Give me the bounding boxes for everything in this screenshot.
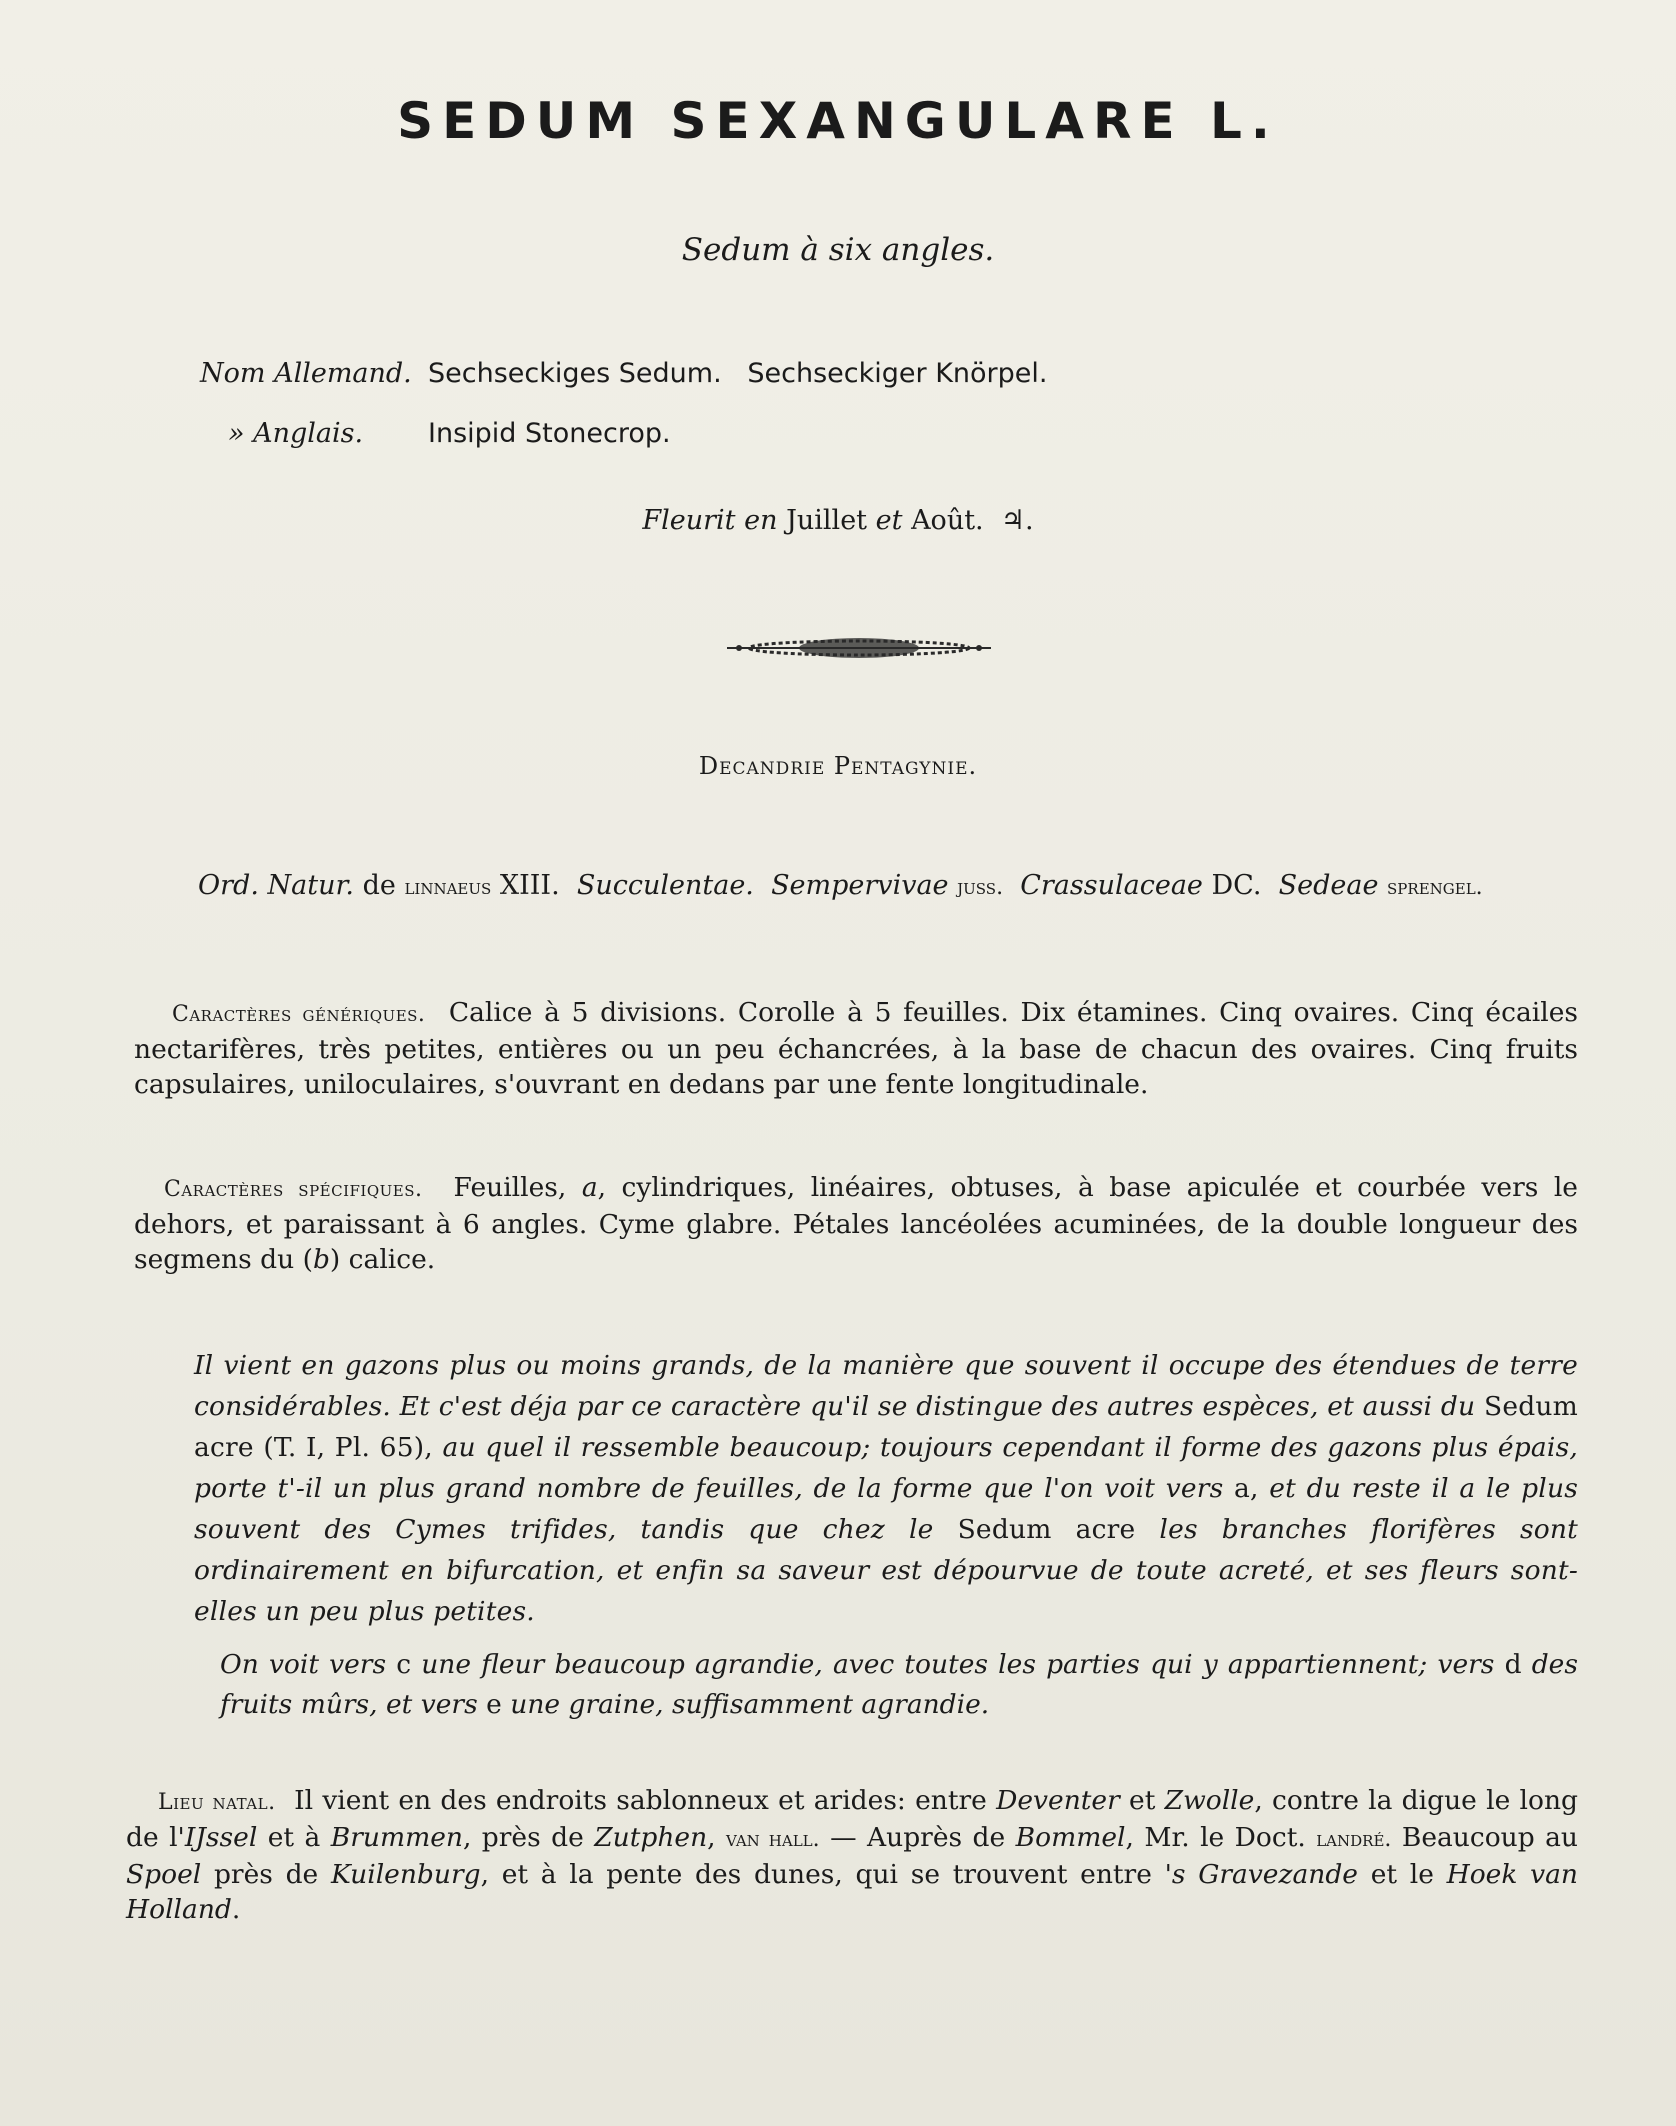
lieu-text-12: et le xyxy=(1370,1859,1434,1890)
order-sedeae: Sedeae xyxy=(1278,870,1379,901)
lieu-text-5: , près de xyxy=(462,1822,584,1853)
german-label: Nom Allemand. xyxy=(200,358,412,389)
specific-text-3: ) calice. xyxy=(329,1244,436,1275)
native-location-paragraph xyxy=(126,1783,1578,1927)
lieu-text-13: . xyxy=(231,1894,241,1925)
generic-heading: Caractères génériques. xyxy=(172,1002,426,1027)
figures-text-4: une graine, suffisamment agrandie. xyxy=(510,1689,990,1720)
description-text-2: au quel il ressemble beaucoup; toujours cependant il forme des gazons plus épais, porte t'-il un plus grand nombre de feuilles, de la forme que l'on voit vers xyxy=(194,1432,1579,1504)
linnaean-class: Decandrie Pentagynie. xyxy=(698,752,978,780)
figures-text-2: une fleur beaucoup agrandie, avec toutes les parties qui y appartiennent; vers xyxy=(421,1649,1495,1680)
figures-ref-c: c xyxy=(396,1649,412,1680)
flowering-line xyxy=(0,505,1676,536)
author-van-hall: van hall. xyxy=(726,1827,820,1852)
place-gravezande: 's Gravezande xyxy=(1164,1859,1358,1890)
place-zwolle: Zwolle xyxy=(1164,1785,1255,1816)
order-juss: juss. xyxy=(957,875,1004,900)
place-kuilenburg: Kuilenburg xyxy=(330,1859,481,1890)
specific-characters-paragraph xyxy=(134,1170,1578,1277)
order-number: XIII. xyxy=(499,870,560,901)
page-title: SEDUM SEXANGULARE L. xyxy=(397,92,1279,150)
english-value: Insipid Stonecrop. xyxy=(428,418,671,449)
place-bommel: Bommel xyxy=(1015,1822,1126,1853)
order-sempervivae: Sempervivae xyxy=(771,870,949,901)
perennial-symbol: ♃. xyxy=(1000,505,1034,536)
bloom-month-2: Août. xyxy=(911,505,984,536)
lieu-text-11: , et à la pente des dunes, qui se trouvent entre xyxy=(480,1859,1152,1890)
lieu-text-6: , xyxy=(707,1822,716,1853)
bloom-word-2: en xyxy=(744,505,778,536)
place-ijssel: IJssel xyxy=(184,1822,258,1853)
author-landre: landré. xyxy=(1316,1827,1392,1852)
description-text-4: les branches florifères sont ordinairement en bifurcation, et enfin sa saveur est dépourvue de toute acreté, et ses fleurs sont-elles un peu plus petites. xyxy=(194,1514,1579,1627)
generic-text: Calice à 5 divisions. Corolle à 5 feuilles. Dix étamines. Cinq ovaires. Cinq écailes nectarifères, très petites, entières ou un peu échancrées, à la base de chacun des ovaires. Cinq fruits capsulaires, uniloculaires, s'ouvrant en dedans par une fente longitudinale. xyxy=(134,997,1578,1100)
lieu-text-8: , Mr. le Doct. xyxy=(1125,1822,1306,1853)
lieu-heading: Lieu natal. xyxy=(158,1790,276,1815)
bloom-word-1: Fleurit xyxy=(642,505,736,536)
figures-text-3: des fruits mûrs, et vers xyxy=(220,1649,1578,1720)
order-sprengel: sprengel. xyxy=(1387,875,1483,900)
lieu-text-9: Beaucoup au xyxy=(1401,1822,1578,1853)
natural-order-line xyxy=(198,870,1483,901)
bloom-month-1: Juillet xyxy=(786,505,868,536)
order-linnaeus: linnaeus xyxy=(404,875,492,900)
lieu-text-3: , contre la digue le long de l' xyxy=(126,1785,1578,1853)
figures-ref-d: d xyxy=(1504,1649,1522,1680)
description-ref-1: Sedum acre (T. I, Pl. 65), xyxy=(194,1391,1578,1463)
description-paragraph xyxy=(194,1345,1578,1632)
bloom-word-3: et xyxy=(875,505,903,536)
specific-text-2: , cylindriques, linéaires, obtuses, à base apiculée et courbée vers le dehors, et paraissant à 6 angles. Cyme glabre. Pétales lancéolées acuminées, de la double longueur des segmens du ( xyxy=(134,1172,1578,1275)
ornament-divider xyxy=(725,633,993,663)
specific-heading: Caractères spécifiques. xyxy=(164,1177,423,1202)
lieu-text-1: Il vient en des endroits sablonneux et arides: entre xyxy=(294,1785,987,1816)
english-name-row xyxy=(200,418,1047,478)
figures-text-1: On voit vers xyxy=(220,1649,387,1680)
description-text-3: et du reste il a le plus souvent des Cymes trifides, tandis que chez le xyxy=(194,1473,1579,1545)
german-name-row xyxy=(200,358,1047,418)
german-value: Sechseckiges Sedum. Sechseckiger Knörpel. xyxy=(428,358,1048,389)
common-names xyxy=(200,358,1047,478)
order-crassulaceae: Crassulaceae xyxy=(1020,870,1203,901)
place-brummen: Brummen xyxy=(330,1822,463,1853)
description-ref-3: Sedum acre xyxy=(957,1514,1136,1545)
lieu-text-2: et xyxy=(1129,1785,1156,1816)
lieu-text-4: et à xyxy=(267,1822,321,1853)
specific-fig-a: a xyxy=(581,1172,598,1203)
description-ref-2: a, xyxy=(1234,1473,1259,1504)
lieu-text-10: près de xyxy=(213,1859,319,1890)
order-label: Ord. Natur. xyxy=(198,870,354,901)
figures-ref-e: e xyxy=(486,1689,502,1720)
figures-paragraph xyxy=(220,1645,1578,1725)
lieu-text-7: — Auprès de xyxy=(830,1822,1006,1853)
place-zutphen: Zutphen xyxy=(594,1822,708,1853)
place-spoel: Spoel xyxy=(126,1859,202,1890)
description-text-1: Il vient en gazons plus ou moins grands, de la manière que souvent il occupe des étendues de terre considérables. Et c'est déja par ce caractère qu'il se distingue des autres espèces, et aussi du xyxy=(194,1350,1578,1422)
place-hoek-van-holland: Hoek van Holland xyxy=(126,1859,1578,1925)
subtitle: Sedum à six angles. xyxy=(681,232,995,268)
order-succulentae: Succulentae. xyxy=(576,870,754,901)
order-de: de xyxy=(362,870,396,901)
generic-characters-paragraph xyxy=(134,995,1578,1102)
place-deventer: Deventer xyxy=(996,1785,1120,1816)
specific-text-1: Feuilles, xyxy=(453,1172,567,1203)
order-dc: DC. xyxy=(1211,870,1262,901)
english-label: » Anglais. xyxy=(228,418,364,449)
specific-fig-b: b xyxy=(312,1244,330,1275)
